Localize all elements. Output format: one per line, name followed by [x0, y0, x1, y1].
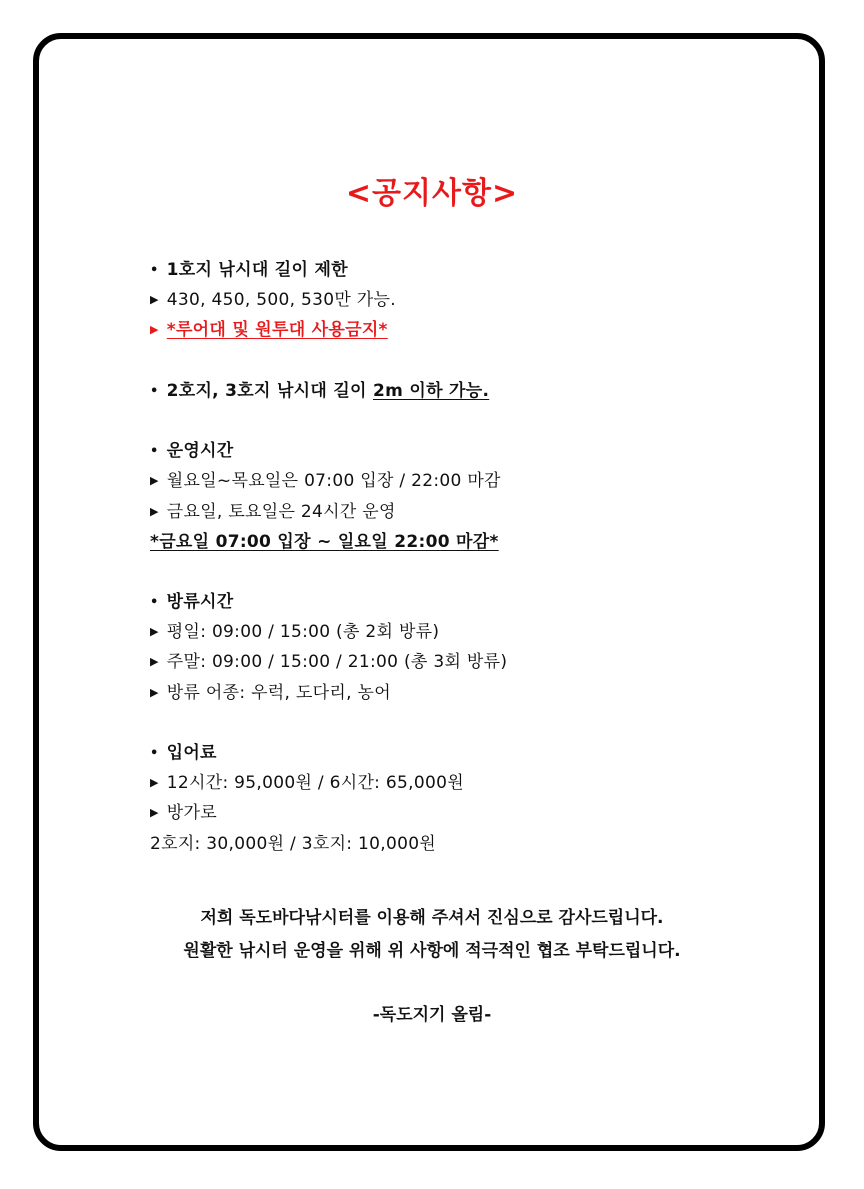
arrow-icon: ▶ [150, 474, 159, 488]
arrow-icon: ▶ [150, 806, 159, 820]
bullet-icon: • [150, 595, 159, 611]
cooperation-message: 원활한 낚시터 운영을 위해 위 사항에 적극적인 협조 부탁드립니다. [183, 941, 681, 961]
section-1-line-1: ▶ 430, 450, 500, 530만 가능. [150, 285, 830, 315]
arrow-icon: ▶ [150, 323, 159, 337]
bullet-icon: • [150, 263, 159, 278]
arrow-icon: ▶ [150, 776, 159, 790]
notice-title: <공지사항> [345, 176, 519, 211]
bullet-icon: • [150, 444, 159, 460]
section-3-line-3: *금요일 07:00 입장 ~ 일요일 22:00 마감* [150, 531, 499, 552]
bullet-icon: • [150, 383, 159, 399]
section-5-line-3: 2호지: 30,000원 / 3호지: 10,000원 [150, 833, 437, 854]
bullet-icon: • [150, 746, 159, 761]
signature: -독도지기 올림- [372, 1005, 492, 1025]
section-3-heading: • 운영시간 [150, 436, 830, 466]
arrow-icon: ▶ [150, 293, 159, 307]
section-5-heading: • 입어료 [150, 738, 830, 768]
section-1-line-2: ▶ *루어대 및 원투대 사용금지* [150, 315, 830, 345]
section-2-heading: • 2호지, 3호지 낚시대 길이 2m 이하 가능. [150, 376, 830, 406]
section-4-line-3: ▶ 방류 어종: 우럭, 도다리, 농어 [150, 678, 830, 708]
section-3-line-1: ▶ 월요일~목요일은 07:00 입장 / 22:00 마감 [150, 466, 830, 496]
section-5-line-2: ▶ 방가로 [150, 798, 830, 828]
section-1-heading: • 1호지 낚시대 길이 제한 [150, 255, 830, 285]
section-4-line-2: ▶ 주말: 09:00 / 15:00 / 21:00 (총 3회 방류) [150, 647, 830, 677]
arrow-icon: ▶ [150, 625, 159, 639]
section-4-heading: • 방류시간 [150, 587, 830, 617]
arrow-icon: ▶ [150, 655, 159, 669]
section-4-line-1: ▶ 평일: 09:00 / 15:00 (총 2회 방류) [150, 617, 830, 647]
arrow-icon: ▶ [150, 504, 159, 518]
length-limit-emphasis: 2m 이하 가능. [373, 380, 490, 401]
notice-body [150, 255, 830, 859]
arrow-icon: ▶ [150, 685, 159, 699]
thanks-message: 저희 독도바다낚시터를 이용해 주셔서 진심으로 감사드립니다. [200, 908, 664, 928]
section-5-line-1: ▶ 12시간: 95,000원 / 6시간: 65,000원 [150, 768, 830, 798]
section-3-line-2: ▶ 금요일, 토요일은 24시간 운영 [150, 497, 830, 527]
